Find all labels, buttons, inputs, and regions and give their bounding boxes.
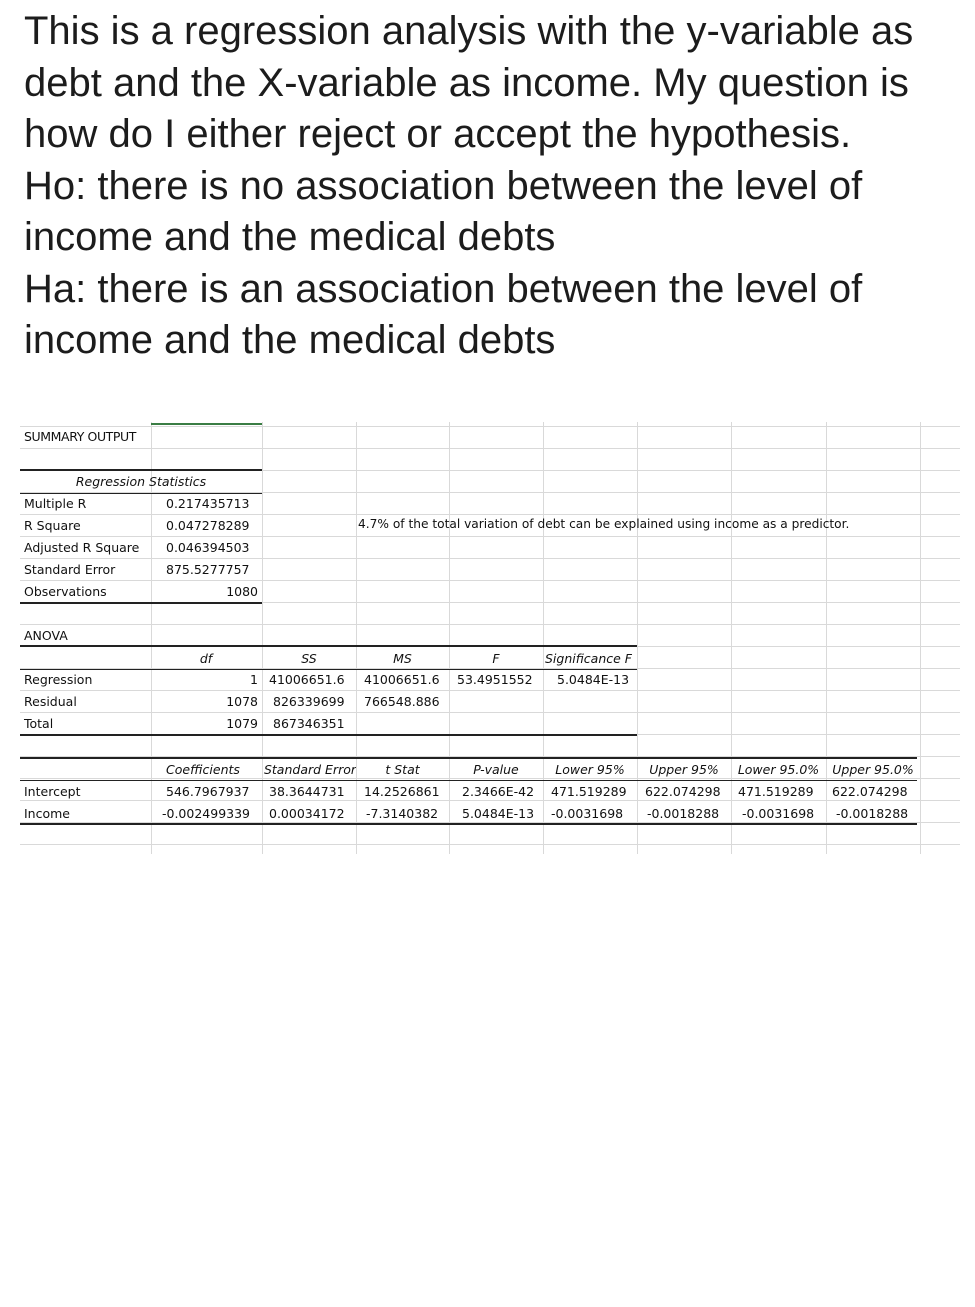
spreadsheet-screenshot [0,412,975,857]
coef-lower-95-0: -0.0031698 [742,806,815,821]
anova-significance-f: 5.0484E-13 [557,672,630,687]
table-rule [20,645,637,647]
gridline [826,422,827,854]
coef-t-stat: -7.3140382 [366,806,439,821]
table-rule [20,493,262,494]
stat-value: 0.046394503 [166,540,250,555]
coef-header-upper-95: Upper 95% [649,762,719,777]
coef-standard-error: 0.00034172 [269,806,345,821]
anova-df: 1 [250,672,258,687]
table-rule [20,469,262,471]
gridline [356,422,357,854]
anova-ms: 766548.886 [364,694,440,709]
anova-f: 53.4951552 [457,672,533,687]
anova-row-label: Total [24,716,54,731]
table-rule [20,602,262,604]
gridline [20,580,960,581]
coef-header-upper-95-0: Upper 95.0% [832,762,914,777]
coef-value: 546.7967937 [166,784,250,799]
coef-upper-95: -0.0018288 [647,806,720,821]
anova-df: 1079 [226,716,258,731]
coef-upper-95: 622.074298 [645,784,721,799]
coef-header-t-stat: t Stat [385,762,420,777]
coef-lower-95: -0.0031698 [551,806,624,821]
stat-label: Adjusted R Square [24,540,140,555]
coef-value: -0.002499339 [162,806,251,821]
coef-lower-95: 471.519289 [551,784,627,799]
coef-header-standard-error: Standard Error [263,762,356,777]
gridline [20,536,960,537]
coef-lower-95-0: 471.519289 [738,784,814,799]
stat-value: 0.047278289 [166,518,250,533]
coef-t-stat: 14.2526861 [364,784,440,799]
coef-upper-95-0: -0.0018288 [836,806,909,821]
anova-header-significance-f: Significance F [545,651,632,666]
anova-header-f: F [492,651,500,666]
anova-df: 1078 [226,694,258,709]
gridline [543,422,544,854]
table-rule [20,757,917,759]
gridline [20,844,960,845]
anova-ms: 41006651.6 [364,672,440,687]
stat-value: 0.217435713 [166,496,250,511]
gridline [262,422,263,854]
gridline [20,712,960,713]
coef-p-value: 5.0484E-13 [462,806,535,821]
anova-ss: 41006651.6 [269,672,345,687]
anova-ss: 867346351 [273,716,345,731]
null-hypothesis: Ho: there is no association between the level of income and the medical debts [24,163,863,259]
gridline [20,690,960,691]
coef-header-lower-95-0: Lower 95.0% [737,762,820,777]
stat-value: 1080 [226,584,258,599]
stat-label: R Square [24,518,81,533]
coef-header-p-value: P-value [473,762,519,777]
anova-header-ss: SS [301,651,317,666]
stat-label: Observations [24,584,107,599]
table-rule [20,734,637,736]
coef-p-value: 2.3466E-42 [462,784,535,799]
summary-title: SUMMARY OUTPUT [24,429,137,444]
question-text [24,6,964,367]
coef-standard-error: 38.3644731 [269,784,345,799]
regression-statistics-header: Regression Statistics [75,474,207,489]
interpretation-note: 4.7% of the total variation of debt can be explained using income as a predictor. [358,517,850,531]
gridline [920,422,921,854]
anova-header-df: df [199,651,213,666]
gridline [20,624,960,625]
coef-upper-95-0: 622.074298 [832,784,908,799]
table-rule [20,780,917,781]
question-paragraph: This is a regression analysis with the y-variable as debt and the X-variable as income. My question is how do I either reject or accept the hypothesis. [24,9,914,156]
gridline [20,426,960,427]
gridline [20,558,960,559]
stat-label: Standard Error [24,562,116,577]
coef-row-label: Intercept [24,784,81,799]
gridline [449,422,450,854]
coef-header-coefficients: Coefficients [166,762,240,777]
stat-value: 875.5277757 [166,562,250,577]
table-rule [20,669,637,670]
gridline [731,422,732,854]
gridline [20,514,960,515]
anova-ss: 826339699 [273,694,345,709]
coef-header-lower-95: Lower 95% [555,762,625,777]
anova-title: ANOVA [24,628,68,643]
coef-row-label: Income [24,806,70,821]
anova-header-ms: MS [393,651,412,666]
alternative-hypothesis: Ha: there is an association between the level of income and the medical debts [24,266,863,362]
table-rule [20,823,917,825]
gridline [637,422,638,854]
anova-row-label: Residual [24,694,77,709]
selected-cell-border [151,423,262,425]
stat-label: Multiple R [24,496,87,511]
anova-row-label: Regression [24,672,93,687]
gridline [20,448,960,449]
